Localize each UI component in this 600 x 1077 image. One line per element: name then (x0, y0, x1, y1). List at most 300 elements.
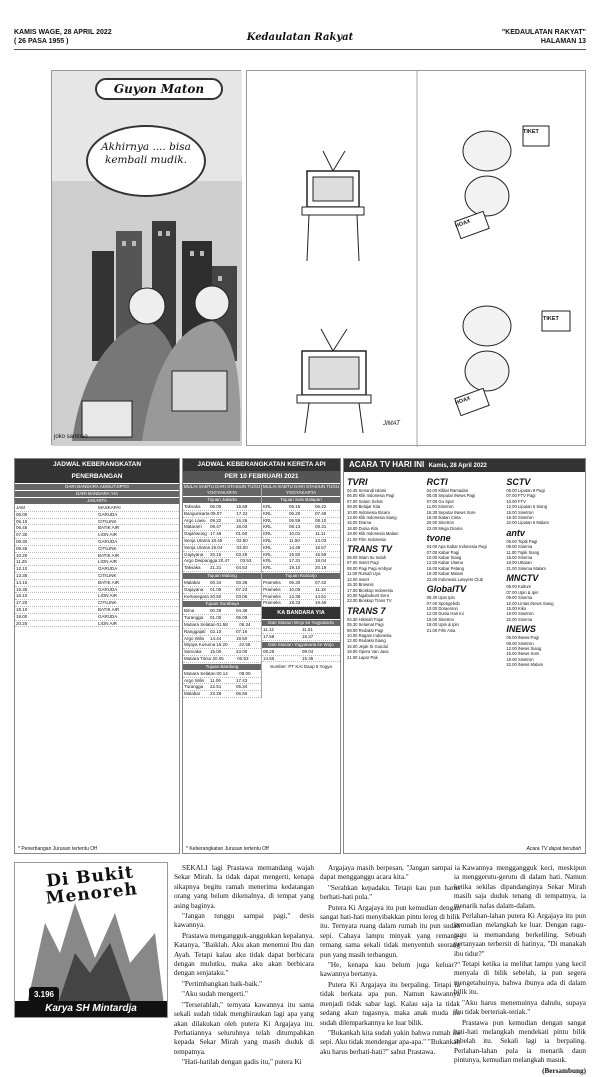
schedule-row (183, 580, 261, 587)
schedule-cell: KRL (263, 558, 272, 564)
schedule-row (262, 531, 340, 538)
schedule-cell: 17.22 (236, 510, 248, 516)
header-date: KAMIS WAGE, 28 APRIL 2022 (14, 29, 112, 36)
schedule-row (262, 634, 340, 641)
schedule-cell: 14.55 (263, 655, 275, 661)
tv-channel-logo: RCTI (426, 477, 448, 487)
schedule-row (15, 512, 179, 519)
tv-program: 10.00 FTV (506, 498, 526, 504)
page-header (14, 28, 586, 50)
schedule-cell: KRL (263, 504, 272, 509)
tv-program: 19.00 Klik Indonesia Malam (347, 531, 399, 537)
schedule-cell: BATIK AIR (98, 525, 120, 531)
tv-program: 18.30 Sinetron (506, 515, 534, 521)
tv-program: 21.00 Sinema Malam (506, 565, 546, 571)
article-paragraph: SEKALI lagi Prastawa memandang wajah Sekar Mirah. Ia tidak dapat mengerti, kenapa sikapnya begitu ramah menerima kedatangan orang yang belum dikenalnya, di tempat yang asing baginya. (174, 864, 314, 910)
tv-program: 05.30 Selamat Pagi (347, 622, 384, 628)
tv-program: 12.00 Kabar Utama (426, 560, 463, 566)
schedule-cell: Gajayana (184, 551, 204, 557)
tv-column-3 (506, 475, 582, 668)
schedule-cell: 16.10 (16, 593, 28, 599)
tv-program: 22.00 Liputan 6 Malam (506, 520, 549, 526)
article-paragraph: Prastawa mengangguk-anggukkan kepalanya. Katanya, "Baiklah. Aku akan menemui Ibu dan Ayah. Tetapi kalau aku tidak dapat berbicara dengan mulutku, maka aku akan berbicara dengan senjataku." (174, 931, 314, 978)
schedule-row (15, 519, 179, 526)
schedule-cell: CITILINK (98, 518, 117, 524)
tv-program: 16.00 Jejak Si Gundul (347, 643, 388, 649)
train-schedule (182, 458, 341, 854)
flight-destination: JAKARTA (15, 498, 179, 504)
schedule-cell: 05.34 (236, 684, 248, 690)
guyon-maton-title-box (83, 74, 235, 104)
schedule-row (262, 600, 340, 607)
schedule-cell: 22.58 (239, 642, 251, 648)
schedule-cell: 16.59 (315, 551, 327, 557)
schedule-cell: BATIK AIR (98, 606, 120, 612)
schedule-cell: 08.13 (289, 524, 301, 530)
schedule-cell: Prameks (263, 586, 281, 592)
schedule-cell: 14.51 (315, 593, 327, 599)
schedule-row (262, 538, 340, 545)
flight-title: JADWAL KEBERANGKATAN (15, 459, 179, 471)
schedule-cell: Senja Utama (184, 544, 211, 550)
hoax-label-bottom: HOAX (454, 395, 472, 407)
flight-from-yia: DARI BANDARA YIA (15, 491, 179, 497)
schedule-cell: 21.21 (210, 565, 222, 571)
schedule-cell: Mataram (184, 524, 202, 530)
schedule-cell: LION AIR (98, 620, 118, 626)
schedule-cell: GARUDA (98, 511, 118, 517)
schedule-row (183, 691, 261, 698)
train-jakarta-rows (183, 504, 261, 572)
schedule-cell: Sancaka (184, 649, 202, 655)
tv-program: 05.00 Kultum (506, 584, 532, 590)
schedule-cell: Malabar (184, 691, 201, 697)
tv-program: 08.00 Redaksi Pagi (347, 627, 384, 633)
tv-program: 11.00 Sinetron (426, 504, 454, 510)
tv-program: 16.00 Kabar Petang (426, 565, 464, 571)
schedule-cell: 20.47 (218, 558, 230, 564)
schedule-cell: 19.10 (289, 565, 301, 571)
comic-number: 3.196 (29, 987, 59, 1002)
tv-program: 12.00 Redaksi Siang (347, 638, 386, 644)
schedule-cell: KRL (263, 551, 272, 557)
tv-program: 18.00 Opera Van Java (347, 649, 389, 655)
tv-program: 08.00 Pagi Pagi Ambyar (347, 565, 392, 571)
schedule-row (183, 545, 261, 552)
schedule-cell: 05.09 (236, 615, 248, 621)
tv-program: 20.00 Ngabuburit Seru (347, 592, 390, 598)
schedule-row (262, 511, 340, 518)
tv-channel-logo: antv (506, 527, 525, 538)
schedule-cell: 00.14 (216, 670, 228, 676)
schedule-cell: 11.25 (16, 559, 27, 565)
tv-program: 21.00 Film Indonesia (347, 536, 386, 542)
train-yia-title: KA BANDARA YIA (262, 607, 340, 619)
schedule-cell: 17.20 (16, 600, 28, 606)
tv-program: 04.00 Kiblat Ramadan (426, 488, 469, 493)
tv-program: 15.00 Kiko (506, 605, 527, 611)
schedule-cell: KRL (263, 565, 272, 571)
tv-channel-logo: TVRI (347, 477, 368, 487)
schedule-cell: 15.50 (289, 551, 301, 557)
schedule-cell: 15.59 (236, 504, 248, 509)
schedule-cell: BATIK AIR (98, 579, 120, 585)
schedule-row (262, 565, 340, 572)
schedule-row (15, 525, 179, 532)
tv-channel-logo: SCTV (506, 477, 531, 487)
schedule-cell: LION AIR (98, 532, 118, 538)
article-paragraph: "Aku sudah mengerti." (182, 990, 248, 999)
article-paragraph: Putera Ki Argajaya itu berpaling. Tetapi ia tidak berkata apa pun. Namun kawannya menjadi tidak sabar lagi. Kalau saja ia tidak sedang akan tugasnya, maka anak muda itu sudah dilemparkannya ke luar bilik. (320, 980, 460, 1027)
tv-program: 07.00 Go Spot (426, 498, 454, 504)
tv-program: 16.00 iNews Sore (506, 651, 540, 657)
flight-header-row: JAM MASKAPAI (15, 505, 179, 512)
schedule-cell: 06.00 (210, 504, 222, 509)
header-pasa: ( 26 PASA 1955 ) (14, 38, 69, 45)
tv-date: Kamis, 28 April 2022 (428, 463, 487, 469)
schedule-cell: 10.05 (289, 586, 301, 592)
tv-program: 19.30 Kabar Malam (426, 571, 464, 577)
train-right-col (261, 483, 340, 698)
schedule-cell: CITILINK (98, 600, 117, 606)
tv-program: 13.00 Klik Indonesia Siang (347, 515, 397, 521)
tv-column-1 (347, 475, 423, 668)
schedule-cell: 23.00 (236, 649, 248, 655)
tv-program: 10.00 Ragam Indonesia (347, 632, 392, 638)
schedule-cell: Turangga (184, 684, 204, 690)
article-paragraph: "He, kenapa kau belum juga keluar?" kawannya bertanya. (320, 961, 460, 979)
schedule-cell: Gajayana (184, 586, 204, 592)
tv-program: 07.00 Kabar Pagi (426, 549, 460, 555)
tv-program: 22.00 Sinema (506, 616, 533, 622)
article-paragraph: Prastawa pun kemudian dengan sangat hati-hati melangkah mendekati pintu bilik sebelah itu. Sekali lagi ia berpaling. Perlahan-lahan pula ia menarik daun pintunya, kemudian melangkah masuk. (454, 1018, 586, 1065)
schedule-cell: 01.50 (236, 531, 248, 537)
schedule-row (183, 636, 261, 643)
schedule-cell: 06.59 (289, 517, 301, 523)
schedule-cell: 20.15 (210, 551, 222, 557)
schedule-row (183, 587, 261, 594)
schedule-cell: 00.36 (236, 579, 248, 585)
tv-program: 05.00 Topik Pagi (506, 538, 538, 544)
tv-program: 20.00 Sinetron (426, 520, 454, 526)
tv-program: 06.00 Klik Indonesia Pagi (347, 493, 395, 499)
flight-schedule (14, 458, 180, 854)
schedule-cell: 20.05 (212, 655, 224, 661)
schedule-cell: 19.04 (211, 544, 223, 550)
masthead-logo: Kedaulatan Rakyat (246, 32, 354, 43)
schedule-cell: Prameks (263, 579, 281, 585)
schedule-cell: 03.29 (236, 551, 248, 557)
schedule-row (183, 524, 261, 531)
schedule-row (183, 608, 261, 615)
schedule-cell: 14.15 (16, 579, 28, 585)
schedule-row (183, 552, 261, 559)
tv-program: 23.00 Bioskop Trans TV (347, 598, 392, 604)
schedule-cell: 09.47 (210, 524, 222, 530)
schedule-cell: 12.10 (16, 566, 28, 572)
tv-cartoon-panels (246, 70, 586, 446)
schedule-row (15, 566, 179, 573)
article-paragraph: "Jangan tunggu sampai pagi," desis kawannya. (174, 912, 314, 930)
article-paragraph: Putera Ki Argajaya itu pun kemudian dengan sangat hati-hati menyibakkan pintu lereg di bilik itu. Ternyata ruang dalam rumah itu pun sudah sepi. Cahaya lampu minyak yang remang-remang sama sekali tidak menyentuh seorang pun yang masih terbangun. (320, 903, 460, 959)
article-paragraph: "Pertimbangkan baik-baik." (182, 979, 263, 988)
tv-program: 07.00 Insert Pagi (347, 560, 379, 566)
schedule-cell: 13.35 (16, 572, 28, 578)
schedule-row (15, 600, 179, 607)
train-yia2-rows (262, 649, 340, 663)
schedule-cell: 06.56 (236, 691, 248, 697)
schedule-cell: 18.45 (211, 537, 223, 543)
tv-program: 21.00 Lapor Pak (347, 654, 378, 660)
train-kutoarjo-rows (262, 580, 340, 607)
schedule-row (183, 558, 261, 565)
schedule-row (262, 558, 340, 565)
schedule-row (262, 587, 340, 594)
schedule-row (183, 678, 261, 685)
schedule-cell: GARUDA (98, 538, 118, 544)
schedule-cell: 14.49 (289, 544, 301, 550)
schedule-cell: 08.00 (239, 670, 251, 676)
schedule-cell: Mutiara Timur (184, 655, 212, 661)
schedule-cell: 10.01 (289, 531, 301, 537)
train-bandung-title: Tujuan Bandung (183, 664, 261, 670)
schedule-cell: KRL (263, 531, 272, 537)
tv-channel-logo: INEWS (506, 624, 536, 635)
article-paragraph: "Serahkan kepadaku. Tetapi kau pun harus berhati-hati pula." (320, 883, 460, 902)
schedule-cell: 08.10 (315, 517, 327, 523)
schedule-cell: 05.15 (289, 504, 301, 509)
schedule-cell: 11.11 (315, 531, 326, 537)
tv-program: 22.00 Indonesia Lawyers Club (426, 576, 484, 582)
schedule-cell: BATIK AIR (98, 552, 120, 558)
schedule-cell: 18.37 (302, 633, 314, 639)
schedule-row (183, 615, 261, 622)
schedule-cell: 07.30 (16, 532, 28, 538)
train-bandung-rows (183, 671, 261, 698)
tv-channel-logo: TRANS TV (347, 544, 392, 555)
tv-footer: Acara TV dapat berubah (526, 846, 581, 852)
article-paragraph: "Bukankah kita sudah yakin bahwa rumah ini sepi. Aku tidak mendengar apa-apa." "Bukankah aku harus berhati-hati?" sahut Prastawa. (320, 1028, 460, 1056)
tv-program: 04.30 Hikmah Fajar (347, 616, 384, 622)
schedule-cell: 15.00 (210, 649, 222, 655)
train-station-2: MULAI SABTU DARI STASIUN TUGU YOGYAKARTA (262, 484, 340, 495)
schedule-cell: LION AIR (98, 559, 118, 565)
schedule-cell: 23.28 (210, 691, 222, 697)
schedule-cell: Kertanegara (184, 593, 209, 599)
article-column-1 (174, 864, 314, 1069)
schedule-row (15, 539, 179, 546)
schedule-cell: 15.35 (302, 655, 314, 661)
article-column-2 (320, 864, 460, 1058)
schedule-cell: 16.20 (216, 642, 228, 648)
article-paragraph: Argajaya masih berpesan, "Jangan sampai ia dapat mengganggu acara kita." (320, 864, 460, 882)
schedule-cell: GARUDA (98, 586, 118, 592)
flight-subtitle: PENERBANGAN (15, 471, 179, 483)
tv-program: 07.00 Upin & Ipin (506, 589, 539, 595)
schedule-row (262, 552, 340, 559)
tv-channel-logo: MNCTV (506, 573, 539, 584)
schedule-row (15, 607, 179, 614)
schedule-row (183, 511, 261, 518)
schedule-cell: Gajahwong (184, 531, 207, 537)
schedule-cell: 06.20 (289, 510, 301, 516)
schedule-cell: Argo Dwipangga (184, 558, 218, 564)
tv-program: 05.30 Upin Ipin (426, 595, 455, 601)
schedule-cell: 15.57 (315, 544, 327, 550)
train-surabaya-title: Tujuan Surabaya (183, 601, 261, 607)
tv-channel-logo: tvone (426, 533, 451, 544)
schedule-cell: 15.35 (16, 586, 28, 592)
tv-program: 17.00 Bioskop Indonesia (347, 587, 393, 593)
schedule-cell: GARUDA (98, 613, 118, 619)
schedule-cell: 17.48 (210, 531, 222, 537)
cartoon-signature: JIMAT (383, 421, 400, 427)
article-paragraph: Perlahan-lahan putera Ki Argajaya itu pun kemudian melangkah ke luar. Dengan ragu-ragu ia memandang berkeliling. Sebuah pertanyaan terbersit di hatinya, "Di manakah ibu tidur?" (454, 912, 586, 958)
tv-program: 08.00 Sinetron (506, 640, 534, 646)
train-title: JADWAL KEBERANGKATAN KERETA API (183, 459, 340, 471)
tv-program: 11.00 Topik Siang (506, 549, 540, 555)
flight-footer: * Penerbangan Jurusan tertentu Off (15, 845, 179, 853)
schedule-cell: GARUDA (98, 566, 118, 572)
schedule-cell: 07.16 (236, 628, 248, 634)
schedule-row (183, 538, 261, 545)
tv-program: 18.00 Dunia Kita (347, 525, 378, 531)
schedule-row (15, 593, 179, 600)
flight-from-adisutjipto: DARI BANDARA ADISUTJIPTO (15, 484, 179, 490)
train-yia-dir1: Dari Stasiun Wojo ke Yogyakarta (262, 620, 340, 626)
tv-program: 05.00 iNews Pagi (506, 635, 539, 641)
schedule-cell: Bangunkarta (184, 510, 210, 516)
schedule-row (15, 614, 179, 621)
schedule-cell: 04.38 (236, 608, 248, 614)
schedule-cell: 09.45 (16, 545, 28, 551)
schedule-row (262, 524, 340, 531)
schedule-row (15, 580, 179, 587)
schedule-cell: 06.15 (16, 518, 28, 524)
train-left-col (183, 483, 261, 698)
schedule-row (183, 684, 261, 691)
schedule-cell: 11.12 (263, 627, 274, 633)
tv-program: 12.00 Lintas iNews Siang (506, 600, 554, 606)
schedule-row (183, 656, 261, 663)
schedule-cell: 01.05 (210, 586, 222, 592)
ticket-label-bottom: TIKET (543, 316, 559, 322)
tv-program: 09.00 Sinema (506, 595, 533, 601)
train-malang-title: Tujuan Malang (183, 573, 261, 579)
tv-schedule (343, 458, 586, 854)
train-source: Sumber: PT KAI Daop 6 Yogya (270, 664, 332, 670)
schedule-cell: 09.07 (210, 510, 222, 516)
schedule-cell: 20.50 (210, 593, 222, 599)
schedule-cell: 18.04 (315, 558, 327, 564)
schedule-cell: 09.04 (302, 648, 314, 654)
train-solo-title: Tujuan Solo Balapan (262, 497, 340, 503)
tv-title-bar (344, 459, 585, 472)
schedule-cell: 19.50 (236, 635, 248, 641)
tv-program: 07.00 Salam Sehat (347, 498, 383, 504)
schedule-row (262, 656, 340, 663)
tv-program: 22.00 Mega Drama (426, 525, 463, 531)
tv-program: 07.00 FTV Pagi (506, 493, 536, 499)
schedule-cell: 11.51 (302, 627, 313, 633)
schedule-cell: 09.31 (315, 524, 327, 530)
schedule-cell: Mutiara Selatan (184, 670, 216, 676)
schedule-row (262, 518, 340, 525)
tv-program: 13.00 Insert (347, 576, 370, 582)
tv-program: 04.45 Senandi Islami (347, 488, 387, 493)
flight-rows (15, 512, 179, 628)
schedule-row (183, 594, 261, 601)
tv-program: 19.00 Sinetron (506, 656, 534, 662)
schedule-cell: 01.00 (210, 615, 222, 621)
guyon-maton-title: Guyon Maton (95, 78, 223, 100)
tv-program: 12.00 Liputan 6 Siang (506, 504, 548, 510)
schedule-cell: 19.00 (16, 613, 28, 619)
schedule-row (262, 594, 340, 601)
tv-program: 11.00 Rumah Uya (347, 571, 381, 577)
schedule-cell: 17.31 (289, 558, 301, 564)
ticket-label-top: TIKET (523, 129, 539, 135)
schedule-cell: 03.53 (240, 558, 252, 564)
tv-program: 22.00 iNews Malam (506, 662, 544, 668)
schedule-cell: Prameks (263, 600, 281, 606)
schedule-cell: Wijaya Kusuma (184, 642, 216, 648)
tv-program: 15.00 Sinetron (506, 509, 534, 515)
schedule-cell: KRL (263, 517, 272, 523)
schedule-row (15, 559, 179, 566)
schedule-cell: 08.30 (16, 538, 28, 544)
tv-program: 18.00 Upin & Ipin (426, 622, 459, 628)
tv-title: ACARA TV HARI INI (349, 460, 425, 469)
schedule-cell: 00.34 (210, 579, 222, 585)
article-paragraph: (Bersambung) (542, 1066, 586, 1075)
schedule-row (183, 504, 261, 511)
article-paragraph: Tetapi ketika ia melihat lampu yang kecil menyala di bilik sebelah, ia pun segera mengetahuinya, bahwa ibunya ada di dalam bilik itu. (454, 960, 586, 997)
schedule-cell: 00.29 (210, 608, 222, 614)
schedule-cell: 03.00 (236, 544, 248, 550)
tv-program: 07.00 Spongebob (426, 600, 460, 606)
tv-cartoon-drawing (247, 71, 587, 447)
schedule-cell: 20.19 (315, 565, 327, 571)
schedule-cell: 18.03 (236, 524, 248, 530)
tv-program: 08.00 Belajar Kita (347, 504, 381, 510)
tv-program: 10.00 Doraemon (426, 605, 458, 611)
train-yia-dir2: Dari Stasiun Yogyakarta ke Wojo (262, 642, 340, 648)
schedule-cell: 00.53 (237, 655, 249, 661)
schedule-cell: 07.23 (236, 586, 248, 592)
schedule-cell: Argo Lawu (184, 517, 206, 523)
train-station-1: MULAI SABTU DARI STASIUN TUGU YOGYAKARTA (183, 484, 261, 495)
schedule-cell: 09.22 (210, 517, 222, 523)
schedule-cell: 06.30 (289, 579, 301, 585)
schedule-cell: 01.58 (216, 621, 228, 627)
schedule-cell: 11.06 (210, 677, 221, 683)
schedule-cell: 18.33 (289, 600, 301, 606)
schedule-row (15, 546, 179, 553)
tv-program: 05.00 Liputan 6 Pagi (506, 488, 545, 493)
schedule-row (15, 573, 179, 580)
schedule-cell: CITILINK (98, 545, 117, 551)
schedule-cell: CITILINK (98, 572, 117, 578)
train-malang-rows (183, 580, 261, 600)
train-jakarta-title: Tujuan Jakarta (183, 497, 261, 503)
schedule-cell: 10.20 (16, 552, 28, 558)
schedule-row (15, 621, 179, 628)
article-paragraph: "Terserahlah," ternyata kawannya itu sama sekali sudah tidak menghiraukan lagi apa yang akan dilakukan oleh putera Ki Argajaya itu. Perhatiannya seluruhnya telah ditumpahkan kepada Sekar Mirah yang masih duduk di tempatnya. (174, 1000, 314, 1056)
header-right-block (502, 28, 586, 46)
schedule-cell: Mutiara Selatan (184, 621, 216, 627)
tv-program: 10.00 Kabar Siang (426, 555, 462, 561)
